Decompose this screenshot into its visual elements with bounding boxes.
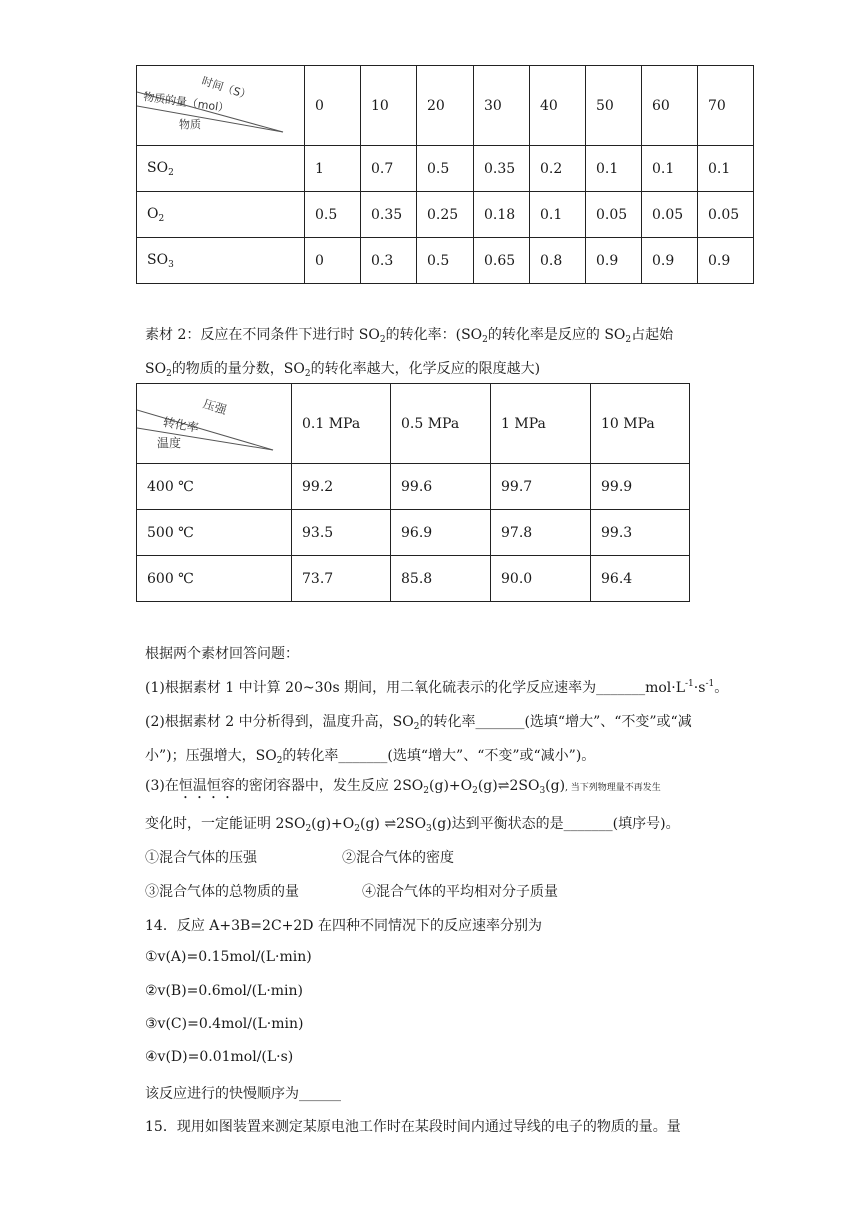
table-cell: 0.1 xyxy=(642,146,698,192)
option-3: ③混合气体的总物质的量 xyxy=(145,884,299,900)
table-material-2 xyxy=(136,383,690,602)
row-label-temp: 600 ℃ xyxy=(137,556,292,602)
question-1: (1)根据素材 1 中计算 20~30s 期间，用二氧化硫表示的化学反应速率为$\_\_\_\_\_\_\_mol\cdot L^{-1}\cdot s^{-1}$。 xyxy=(145,679,729,696)
table-cell: 96.4 xyxy=(591,556,690,602)
row-label-so2: $SO_2$ xyxy=(137,146,305,192)
table-cell: 99.7 xyxy=(491,464,591,510)
table-cell: 0.25 xyxy=(417,192,474,238)
table-cell: 0.5 xyxy=(417,146,474,192)
table-cell: 99.6 xyxy=(391,464,491,510)
pressure-header: 10 MPa xyxy=(591,384,690,464)
table-cell: 99.3 xyxy=(591,510,690,556)
option-1: ①混合气体的压强 xyxy=(145,850,257,866)
option-2: ②混合气体的密度 xyxy=(342,850,454,866)
table-cell: 93.5 xyxy=(292,510,391,556)
diag-label-time: 时间（S） xyxy=(200,74,253,103)
time-header: 0 xyxy=(305,66,361,146)
table-row xyxy=(137,192,754,238)
diagonal-header-cell xyxy=(137,384,292,464)
row-label-temp: 400 ℃ xyxy=(137,464,292,510)
diag-label-rate: 转化率 xyxy=(161,414,200,436)
q14-item: ②v(B)=0.6mol/(L·min) xyxy=(145,983,304,999)
diag-label-pressure: 压强 xyxy=(201,396,229,418)
q14-ask: 该反应进行的快慢顺序为______ xyxy=(145,1086,341,1102)
table-cell: 0.65 xyxy=(474,238,530,284)
question-3-line-1: (3)在恒温恒容的密闭容器中，发生反应 $2SO_2(g)+O_2(g)\rightleftharpoons 2SO_3(g)$, 当下列物理量不再发生 xyxy=(145,778,661,796)
material-2-line-1: 素材 2：反应在不同条件下进行时 $SO_2$的转化率：($SO_2$的转化率是反应的 $SO_2$占起始 xyxy=(145,327,674,345)
table-cell: 0.05 xyxy=(698,192,754,238)
emphasis-text: 恒温恒容 xyxy=(178,778,235,794)
q14-item: ①v(A)=0.15mol/(L·min) xyxy=(145,949,312,965)
table-cell: 97.8 xyxy=(491,510,591,556)
time-header: 10 xyxy=(361,66,417,146)
diag-label-substance: 物质 xyxy=(179,118,201,131)
table-cell: 0.9 xyxy=(698,238,754,284)
pressure-header: 0.5 MPa xyxy=(391,384,491,464)
table-cell: 0.18 xyxy=(474,192,530,238)
table-cell: 73.7 xyxy=(292,556,391,602)
question-3-line-2: 变化时，一定能证明 $2SO_2(g)+O_2(g)$ $\rightleftharpoons 2SO_3(g)$达到平衡状态的是_______(填序号)。 xyxy=(145,816,680,834)
pressure-header: 0.1 MPa xyxy=(292,384,391,464)
table-cell: 0.9 xyxy=(642,238,698,284)
material-2-line-2: $SO_2$的物质的量分数，$SO_2$的转化率越大，化学反应的限度越大) xyxy=(145,361,541,379)
pressure-header: 1 MPa xyxy=(491,384,591,464)
diag-label-temp: 温度 xyxy=(157,436,182,450)
time-header: 30 xyxy=(474,66,530,146)
table-cell: 0.5 xyxy=(305,192,361,238)
table-cell: 90.0 xyxy=(491,556,591,602)
row-label-so3: $SO_3$ xyxy=(137,238,305,284)
table-row xyxy=(137,146,754,192)
q14-item: ④v(D)=0.01mol/(L·s) xyxy=(145,1049,294,1065)
question-15: 15．现用如图装置来测定某原电池工作时在某段时间内通过导线的电子的物质的量。量 xyxy=(145,1119,681,1135)
diagonal-header-cell xyxy=(137,66,305,146)
table-cell: 0.05 xyxy=(642,192,698,238)
table-row xyxy=(137,556,690,602)
q14-item: ③v(C)=0.4mol/(L·min) xyxy=(145,1016,304,1032)
questions-intro: 根据两个素材回答问题： xyxy=(145,646,299,662)
table-row xyxy=(137,510,690,556)
table-cell: 0.2 xyxy=(530,146,586,192)
question-14-title: 14．反应 A+3B=2C+2D 在四种不同情况下的反应速率分别为 xyxy=(145,918,542,934)
row-label-temp: 500 ℃ xyxy=(137,510,292,556)
time-header: 20 xyxy=(417,66,474,146)
diagonal-lines xyxy=(137,384,292,464)
table-cell: 99.2 xyxy=(292,464,391,510)
table-cell: 0.5 xyxy=(417,238,474,284)
table-cell: 1 xyxy=(305,146,361,192)
table-cell: 0.1 xyxy=(530,192,586,238)
row-label-o2: $O_2$ xyxy=(137,192,305,238)
table-material-1 xyxy=(136,65,754,284)
table-cell: 0.05 xyxy=(586,192,642,238)
table-cell: 96.9 xyxy=(391,510,491,556)
table-cell: 85.8 xyxy=(391,556,491,602)
table-cell: 0.3 xyxy=(361,238,417,284)
time-header: 70 xyxy=(698,66,754,146)
question-2-line-2: 小”)；压强增大，$SO_2$的转化率_______(选填“增大”、“不变”或“减小”)。 xyxy=(145,748,596,766)
table-cell: 99.9 xyxy=(591,464,690,510)
table-cell: 0 xyxy=(305,238,361,284)
table-cell: 0.7 xyxy=(361,146,417,192)
time-header: 50 xyxy=(586,66,642,146)
table-cell: 0.1 xyxy=(586,146,642,192)
table-cell: 0.35 xyxy=(361,192,417,238)
diag-label-amount: 物质的量（mol） xyxy=(142,90,230,115)
time-header: 40 xyxy=(530,66,586,146)
time-header: 60 xyxy=(642,66,698,146)
table-cell: 0.9 xyxy=(586,238,642,284)
table-row xyxy=(137,464,690,510)
table-cell: 0.35 xyxy=(474,146,530,192)
table-row xyxy=(137,238,754,284)
table-cell: 0.1 xyxy=(698,146,754,192)
table-cell: 0.8 xyxy=(530,238,586,284)
option-4: ④混合气体的平均相对分子质量 xyxy=(362,884,558,900)
question-2-line-1: (2)根据素材 2 中分析得到，温度升高，$SO_2$的转化率_______(选填“增大”、“不变”或“减 xyxy=(145,714,692,732)
